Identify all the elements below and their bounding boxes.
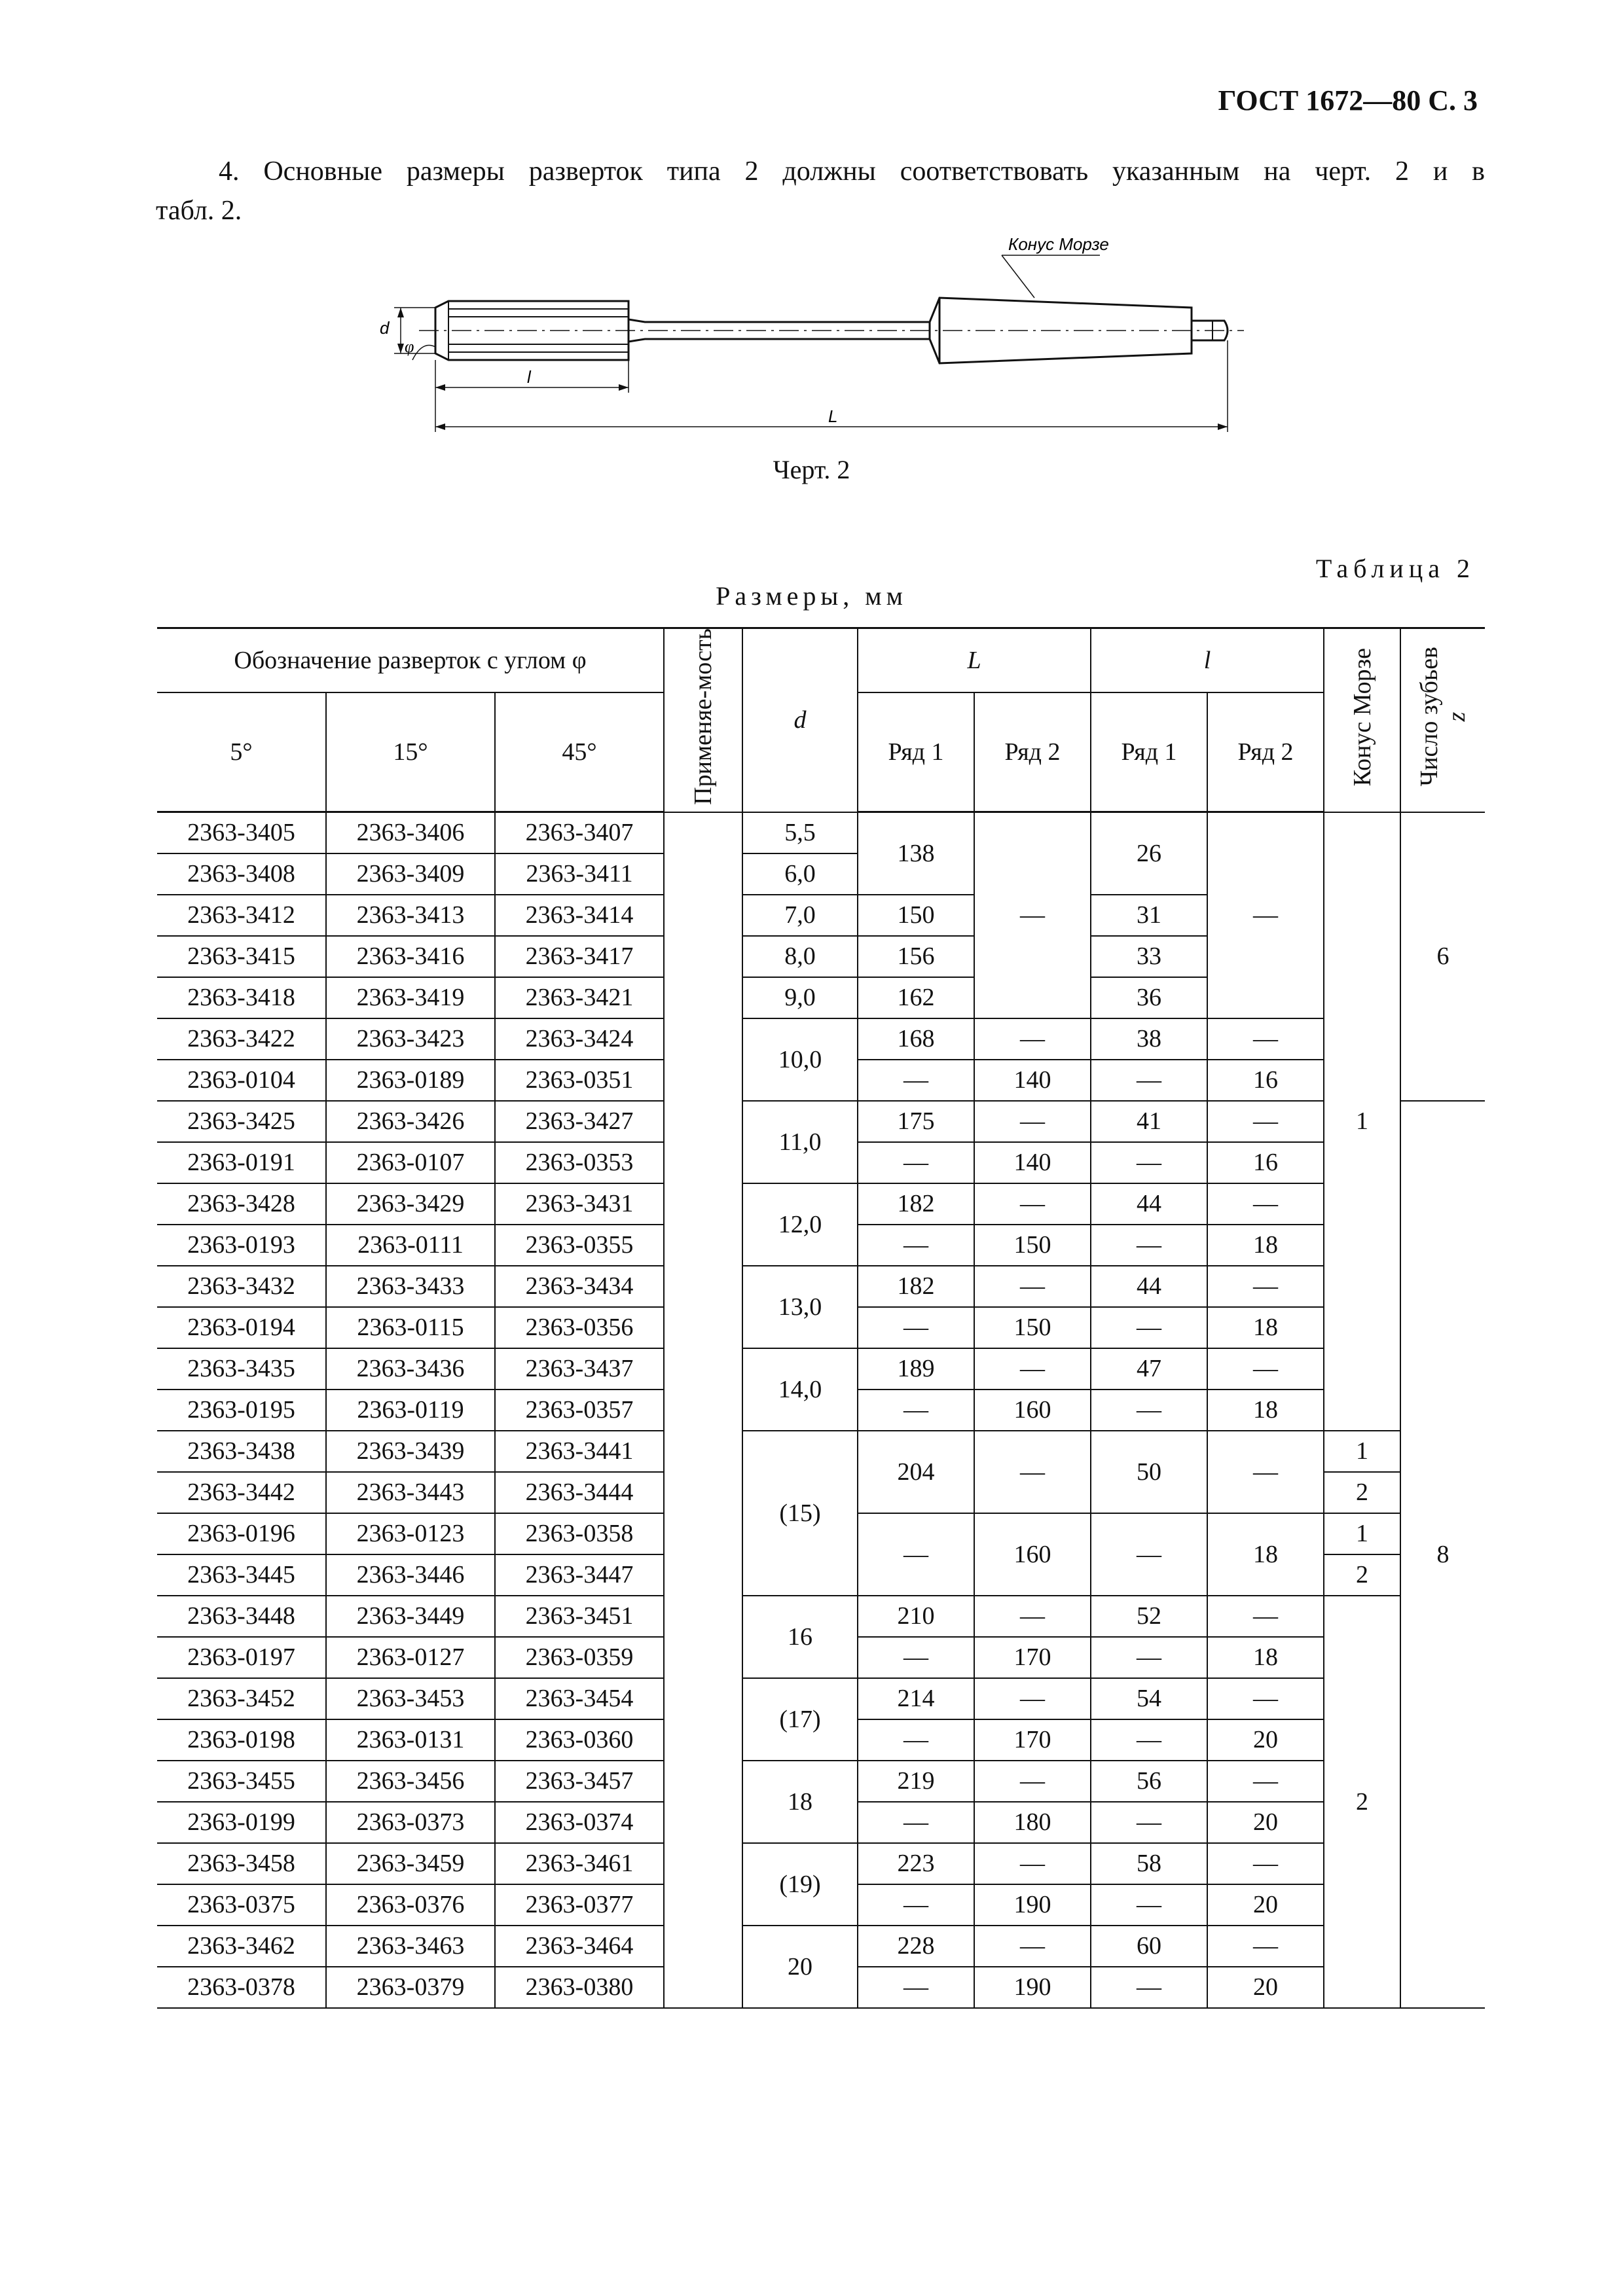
cell: 20 — [1207, 1802, 1324, 1843]
cell: 2363-3429 — [326, 1183, 495, 1225]
cell: 18 — [1207, 1513, 1324, 1596]
cell: 31 — [1091, 895, 1207, 936]
table-row — [157, 1018, 1485, 1060]
cell: 2363-3431 — [495, 1183, 664, 1225]
cell: 2363-3416 — [326, 936, 495, 977]
cell: 2363-0198 — [157, 1719, 326, 1761]
cell: 8 — [1400, 1101, 1485, 2008]
cell: 214 — [858, 1678, 974, 1719]
cell: — — [858, 1390, 974, 1431]
reamer-drawing — [354, 236, 1296, 445]
cell: 2363-0123 — [326, 1513, 495, 1554]
cell: — — [1091, 1307, 1207, 1348]
cell: 2363-3433 — [326, 1266, 495, 1307]
cell: 2363-3464 — [495, 1926, 664, 1967]
cell: 228 — [858, 1926, 974, 1967]
applicability-cell — [664, 812, 742, 2009]
cell: 2363-3451 — [495, 1596, 664, 1637]
cell: — — [1091, 1884, 1207, 1926]
cell: — — [858, 1225, 974, 1266]
dimensions-table — [157, 627, 1485, 2009]
cell: 41 — [1091, 1101, 1207, 1142]
cell: — — [1207, 1678, 1324, 1719]
cell: 2363-0360 — [495, 1719, 664, 1761]
cell: 204 — [858, 1431, 974, 1513]
cell: 2363-3413 — [326, 895, 495, 936]
cell: 2363-3424 — [495, 1018, 664, 1060]
cell: 190 — [974, 1967, 1091, 2008]
cell: 8,0 — [742, 936, 858, 977]
cell: 2363-0376 — [326, 1884, 495, 1926]
paragraph-line-1: 4. Основные размеры разверток типа 2 должны соответствовать указанным на черт. 2 и в — [219, 156, 1485, 187]
cell: 2363-0104 — [157, 1060, 326, 1101]
cell: 2363-0378 — [157, 1967, 326, 2008]
cell: 160 — [974, 1390, 1091, 1431]
cell: — — [858, 1802, 974, 1843]
cell: 2363-0379 — [326, 1967, 495, 2008]
cell: 2363-3441 — [495, 1431, 664, 1472]
cell: — — [974, 1018, 1091, 1060]
cell: — — [858, 1142, 974, 1183]
cell: 2363-0380 — [495, 1967, 664, 2008]
cell: 2363-3419 — [326, 977, 495, 1018]
cell: — — [1207, 1843, 1324, 1884]
cell: 150 — [858, 895, 974, 936]
cell: 2363-3436 — [326, 1348, 495, 1390]
cell: 2363-3412 — [157, 895, 326, 936]
cell: 54 — [1091, 1678, 1207, 1719]
cell: — — [1091, 1802, 1207, 1843]
cell: 11,0 — [742, 1101, 858, 1183]
cell: 2363-3455 — [157, 1761, 326, 1802]
cell: 2363-0191 — [157, 1142, 326, 1183]
cell: — — [1091, 1390, 1207, 1431]
table-row — [157, 1101, 1485, 1142]
cell: — — [974, 1926, 1091, 1967]
cell: 58 — [1091, 1843, 1207, 1884]
cell: 10,0 — [742, 1018, 858, 1101]
cell: 189 — [858, 1348, 974, 1390]
cell: 7,0 — [742, 895, 858, 936]
cell: 2363-0107 — [326, 1142, 495, 1183]
cell: — — [1091, 1719, 1207, 1761]
cell: 168 — [858, 1018, 974, 1060]
cell: — — [974, 1101, 1091, 1142]
cell: 2363-3405 — [157, 812, 326, 854]
cell: 1 — [1324, 1513, 1400, 1554]
cell: 2363-0193 — [157, 1225, 326, 1266]
cell: — — [1091, 1060, 1207, 1101]
cell: 2363-3425 — [157, 1101, 326, 1142]
cell: 2363-3422 — [157, 1018, 326, 1060]
cell: — — [974, 812, 1091, 1019]
cell: 2363-3415 — [157, 936, 326, 977]
cell: — — [1091, 1967, 1207, 2008]
cell: 52 — [1091, 1596, 1207, 1637]
cell: — — [1207, 1596, 1324, 1637]
cell: 2363-3446 — [326, 1554, 495, 1596]
cell: — — [858, 1307, 974, 1348]
cell: — — [974, 1678, 1091, 1719]
cell: 2363-3432 — [157, 1266, 326, 1307]
cell: 2363-3423 — [326, 1018, 495, 1060]
cell: 16 — [742, 1596, 858, 1678]
applicability-header: Применяе-мость — [664, 628, 742, 812]
cell: — — [974, 1596, 1091, 1637]
cell: 210 — [858, 1596, 974, 1637]
table-row — [157, 1843, 1485, 1884]
cell: — — [1207, 1926, 1324, 1967]
cell: — — [974, 1761, 1091, 1802]
cell: 2363-0356 — [495, 1307, 664, 1348]
cell: — — [974, 1431, 1091, 1513]
cell: 2363-0119 — [326, 1390, 495, 1431]
cell: 1 — [1324, 812, 1400, 1431]
cell: 2363-3428 — [157, 1183, 326, 1225]
cell: 170 — [974, 1719, 1091, 1761]
cell: — — [1091, 1637, 1207, 1678]
cell: — — [858, 1637, 974, 1678]
cell: — — [974, 1348, 1091, 1390]
cell: 2363-0196 — [157, 1513, 326, 1554]
cell: — — [974, 1843, 1091, 1884]
cell: 33 — [1091, 936, 1207, 977]
L-row2-header: Ряд 2 — [974, 692, 1091, 812]
cell: 18 — [742, 1761, 858, 1843]
cell: 2 — [1324, 1472, 1400, 1513]
cell: — — [974, 1183, 1091, 1225]
table-row — [157, 1678, 1485, 1719]
cell: 182 — [858, 1266, 974, 1307]
cell: 2363-0127 — [326, 1637, 495, 1678]
cell: 18 — [1207, 1637, 1324, 1678]
cell: 6 — [1400, 812, 1485, 1102]
cell: 2363-3406 — [326, 812, 495, 854]
cell: 16 — [1207, 1142, 1324, 1183]
cell: 2363-0359 — [495, 1637, 664, 1678]
cell: 9,0 — [742, 977, 858, 1018]
cell: 2363-0197 — [157, 1637, 326, 1678]
cell: 2363-3447 — [495, 1554, 664, 1596]
cell: (17) — [742, 1678, 858, 1761]
cell: 2363-3452 — [157, 1678, 326, 1719]
cell: 1 — [1324, 1431, 1400, 1472]
cell: 2363-3458 — [157, 1843, 326, 1884]
cell: 140 — [974, 1142, 1091, 1183]
units-label: Размеры, мм — [716, 581, 907, 611]
table-title: Таблица 2 — [1315, 554, 1475, 583]
cell: 2363-3427 — [495, 1101, 664, 1142]
cone-label: Конус Морзе — [1008, 236, 1109, 254]
cell: 20 — [1207, 1967, 1324, 2008]
table-row — [157, 1266, 1485, 1307]
cell: 2 — [1324, 1596, 1400, 2008]
cell: 2363-3434 — [495, 1266, 664, 1307]
deg5-header: 5° — [157, 692, 326, 812]
cell: 38 — [1091, 1018, 1207, 1060]
cell: 175 — [858, 1101, 974, 1142]
cell: 2363-3445 — [157, 1554, 326, 1596]
l-label: l — [527, 367, 531, 387]
L-row1-header: Ряд 1 — [858, 692, 974, 812]
cell: 2363-0199 — [157, 1802, 326, 1843]
cell: 150 — [974, 1225, 1091, 1266]
cell: 156 — [858, 936, 974, 977]
cell: 2363-3407 — [495, 812, 664, 854]
table-row — [157, 1431, 1485, 1472]
cell: — — [1207, 1761, 1324, 1802]
cell: (19) — [742, 1843, 858, 1926]
intro-paragraph — [156, 152, 1485, 230]
cell: 2 — [1324, 1554, 1400, 1596]
cell: 44 — [1091, 1183, 1207, 1225]
cell: 18 — [1207, 1225, 1324, 1266]
cell: 2363-0357 — [495, 1390, 664, 1431]
cell: 2363-3443 — [326, 1472, 495, 1513]
cell: 18 — [1207, 1307, 1324, 1348]
cell: 170 — [974, 1637, 1091, 1678]
cell: 138 — [858, 812, 974, 895]
d-header: d — [742, 628, 858, 812]
cell: 50 — [1091, 1431, 1207, 1513]
cell: 6,0 — [742, 853, 858, 895]
cell: 2363-0353 — [495, 1142, 664, 1183]
cell: — — [1207, 812, 1324, 1019]
cell: 223 — [858, 1843, 974, 1884]
cell: 44 — [1091, 1266, 1207, 1307]
cell: (15) — [742, 1431, 858, 1596]
cell: 2363-3421 — [495, 977, 664, 1018]
cell: 20 — [1207, 1884, 1324, 1926]
cell: 13,0 — [742, 1266, 858, 1348]
cell: 2363-0373 — [326, 1802, 495, 1843]
cell: 20 — [1207, 1719, 1324, 1761]
table-row — [157, 1926, 1485, 1967]
cell: 60 — [1091, 1926, 1207, 1967]
cell: 2363-3409 — [326, 853, 495, 895]
l-header: l — [1091, 628, 1324, 693]
cell: — — [1091, 1142, 1207, 1183]
cell: 2363-3444 — [495, 1472, 664, 1513]
L-label: L — [828, 406, 838, 426]
cell: 2363-0115 — [326, 1307, 495, 1348]
cell: — — [858, 1513, 974, 1596]
cell: 56 — [1091, 1761, 1207, 1802]
cell: 2363-3442 — [157, 1472, 326, 1513]
cell: 162 — [858, 977, 974, 1018]
cell: 14,0 — [742, 1348, 858, 1431]
cell: — — [1091, 1225, 1207, 1266]
cell: 2363-3435 — [157, 1348, 326, 1390]
cell: 2363-3448 — [157, 1596, 326, 1637]
cell: 2363-3438 — [157, 1431, 326, 1472]
cell: — — [1207, 1431, 1324, 1513]
cell: 2363-0131 — [326, 1719, 495, 1761]
table-row — [157, 1596, 1485, 1637]
cell: 16 — [1207, 1060, 1324, 1101]
cell: 2363-3457 — [495, 1761, 664, 1802]
cell: — — [858, 1967, 974, 2008]
cell: — — [1207, 1266, 1324, 1307]
cell: 2363-0351 — [495, 1060, 664, 1101]
designation-header: Обозначение разверток с углом φ — [157, 628, 664, 693]
table-row — [157, 1348, 1485, 1390]
cell: 2363-3453 — [326, 1678, 495, 1719]
cell: 47 — [1091, 1348, 1207, 1390]
cell: — — [974, 1266, 1091, 1307]
cell: 2363-0375 — [157, 1884, 326, 1926]
cell: 2363-3414 — [495, 895, 664, 936]
cell: 2363-3456 — [326, 1761, 495, 1802]
table-row — [157, 1183, 1485, 1225]
cell: — — [858, 1884, 974, 1926]
d-label: d — [380, 318, 390, 338]
cell: — — [1207, 1348, 1324, 1390]
cell: 2363-0195 — [157, 1390, 326, 1431]
cell: 12,0 — [742, 1183, 858, 1266]
cell: 2363-0374 — [495, 1802, 664, 1843]
cell: 2363-3454 — [495, 1678, 664, 1719]
teeth-header: Число зубьев z — [1400, 628, 1485, 812]
cell: 2363-3439 — [326, 1431, 495, 1472]
paragraph-line-2: табл. 2. — [156, 196, 242, 226]
cell: 182 — [858, 1183, 974, 1225]
cell: 2363-0194 — [157, 1307, 326, 1348]
cell: 2363-3462 — [157, 1926, 326, 1967]
l-row1-header: Ряд 1 — [1091, 692, 1207, 812]
cell: 2363-0111 — [326, 1225, 495, 1266]
cell: 2363-0189 — [326, 1060, 495, 1101]
cell: 180 — [974, 1802, 1091, 1843]
cell: — — [1207, 1018, 1324, 1060]
cell: 2363-3449 — [326, 1596, 495, 1637]
cell: 160 — [974, 1513, 1091, 1596]
deg15-header: 15° — [326, 692, 495, 812]
cell: 26 — [1091, 812, 1207, 895]
cell: 2363-3411 — [495, 853, 664, 895]
cell: 219 — [858, 1761, 974, 1802]
cell: 2363-3463 — [326, 1926, 495, 1967]
cell: 20 — [742, 1926, 858, 2008]
cell: 2363-3417 — [495, 936, 664, 977]
cell: 2363-3459 — [326, 1843, 495, 1884]
cell: 2363-0358 — [495, 1513, 664, 1554]
deg45-header: 45° — [495, 692, 664, 812]
cell: 2363-3418 — [157, 977, 326, 1018]
cell: — — [1207, 1183, 1324, 1225]
cell: 2363-0355 — [495, 1225, 664, 1266]
cell: — — [858, 1060, 974, 1101]
cell: 140 — [974, 1060, 1091, 1101]
l-row2-header: Ряд 2 — [1207, 692, 1324, 812]
cell: 2363-3408 — [157, 853, 326, 895]
table-row — [157, 1761, 1485, 1802]
page-header: ГОСТ 1672—80 С. 3 — [1218, 84, 1478, 117]
cell: — — [858, 1719, 974, 1761]
cell: — — [1091, 1513, 1207, 1596]
cell: 18 — [1207, 1390, 1324, 1431]
phi-label: φ — [405, 337, 414, 356]
cell: 2363-3461 — [495, 1843, 664, 1884]
cell: 2363-3437 — [495, 1348, 664, 1390]
cell: 2363-0377 — [495, 1884, 664, 1926]
cell: — — [1207, 1101, 1324, 1142]
L-header: L — [858, 628, 1091, 693]
cell: 190 — [974, 1884, 1091, 1926]
cell: 5,5 — [742, 812, 858, 854]
drawing-caption: Черт. 2 — [773, 455, 850, 484]
cell: 2363-3426 — [326, 1101, 495, 1142]
table-row — [157, 812, 1485, 854]
morse-header: Конус Морзе — [1324, 628, 1400, 812]
cell: 150 — [974, 1307, 1091, 1348]
cell: 36 — [1091, 977, 1207, 1018]
